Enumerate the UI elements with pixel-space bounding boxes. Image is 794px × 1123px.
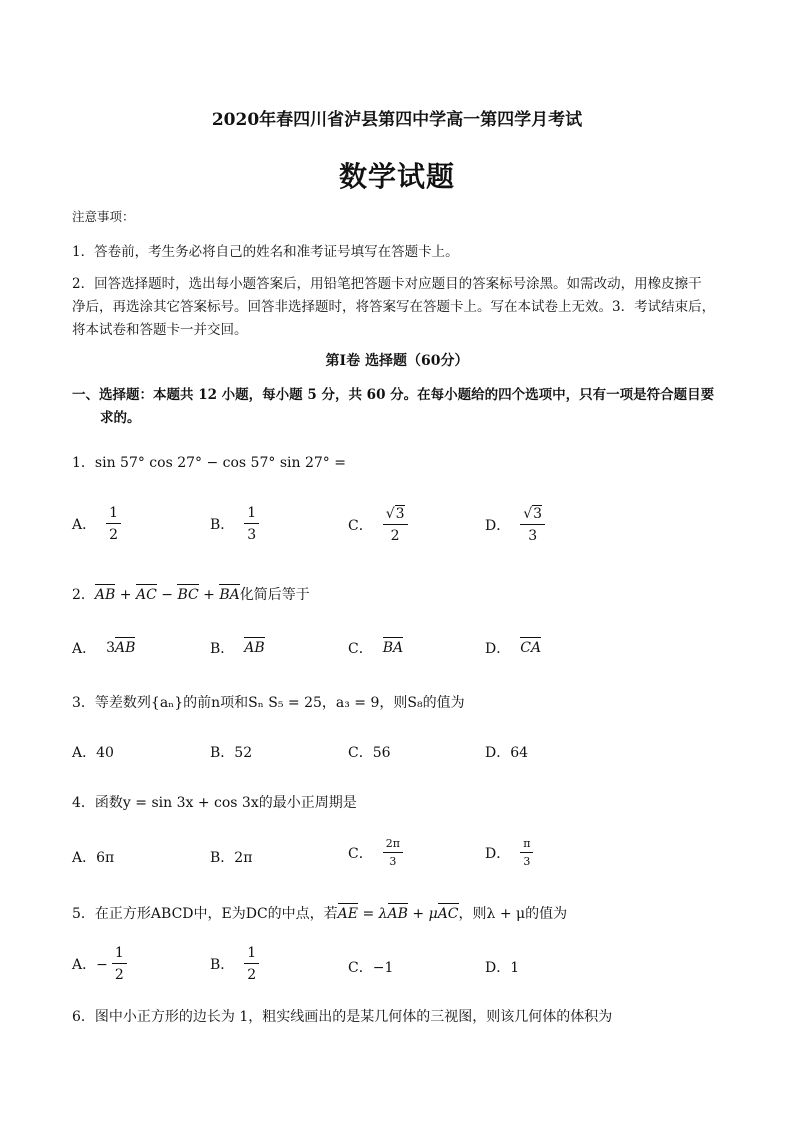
q4-option-a: A．6π: [72, 850, 115, 866]
q5-option-b: [210, 945, 259, 983]
vector: AB: [115, 640, 136, 656]
fraction-numerator: 2π: [383, 838, 403, 853]
vector: AB: [244, 640, 265, 656]
stem-tail: 化简后等于: [239, 587, 310, 603]
option-label: B．: [210, 641, 235, 657]
question-number: 2．: [72, 587, 95, 603]
option-label: C．: [348, 517, 373, 534]
option-label: D．: [485, 641, 511, 657]
q5-stem: 5．在正方形ABCD中，E为DC的中点，若AE = λAB + μAC，则λ + μ的值为: [72, 906, 568, 922]
option-label: A．: [72, 641, 97, 657]
vector: BA: [219, 587, 240, 603]
q3-option-a: A．40: [72, 745, 114, 761]
vector: BC: [177, 587, 199, 603]
exam-title: 2020年春四川省泸县第四中学高一第四学月考试: [211, 110, 583, 130]
q1-option-d: [485, 505, 545, 544]
notes-heading: 注意事项：: [72, 209, 135, 224]
fraction-numerator: √3: [383, 505, 408, 525]
fraction-denominator: 2: [390, 528, 400, 544]
part1-heading: 第Ⅰ卷 选择题（60分）: [325, 353, 469, 369]
fraction-numerator: 1: [112, 945, 127, 964]
option-label: A．−: [72, 957, 108, 973]
note-item-2-line-2: 净后，再选涂其它答案标号。回答非选择题时，将答案写在答题卡上。写在本试卷上无效。3．考试结束后，: [72, 299, 716, 315]
q2-option-b: [210, 638, 265, 658]
radicand: 3: [533, 506, 543, 522]
q3-option-b: B．52: [210, 745, 253, 761]
option-label: C．: [348, 641, 373, 657]
vector: BA: [382, 640, 404, 656]
vector: AC: [135, 587, 157, 603]
q4-option-b: B．2π: [210, 850, 253, 866]
option-label: B．: [210, 957, 235, 973]
fraction-denominator: 2: [109, 527, 119, 543]
q5-option-a: [72, 945, 127, 983]
vector: AB: [387, 906, 408, 922]
coefficient: 3: [106, 640, 116, 656]
vector: AB: [94, 587, 116, 603]
option-label: B．: [210, 517, 235, 533]
option-label: D．: [485, 846, 511, 862]
q2-option-c: [348, 638, 403, 658]
q1-option-a: [72, 505, 121, 543]
stem-prefix: 5．在正方形ABCD中，E为DC的中点，若: [72, 906, 338, 922]
fraction-numerator: π: [520, 838, 533, 853]
fraction-denominator: 3: [523, 855, 531, 868]
q2-option-a: [72, 638, 135, 658]
vector: AC: [437, 906, 459, 922]
note-item-2-line-1: 2．回答选择题时，选出每小题答案后，用铅笔把答题卡对应题目的答案标号涂黑。如需改动，用橡皮擦干: [72, 276, 702, 292]
fraction-denominator: 2: [247, 967, 257, 983]
note-item-2-line-3: 将本试卷和答题卡一并交回。: [72, 322, 248, 338]
q4-stem: 4．函数y = sin 3x + cos 3x的最小正周期是: [72, 795, 357, 811]
q3-stem: 3．等差数列{aₙ}的前n项和Sₙ S₅ = 25，a₃ = 9，则S₈的值为: [72, 695, 465, 711]
fraction-numerator: 1: [244, 945, 259, 964]
vector: CA: [520, 640, 542, 656]
fraction-denominator: 3: [528, 528, 538, 544]
option-label: A．: [72, 517, 97, 533]
radicand: 3: [395, 506, 405, 522]
vector: AE: [337, 906, 359, 922]
option-label: C．: [348, 846, 373, 862]
fraction-numerator: √3: [520, 505, 545, 525]
q1-option-c: [348, 505, 408, 544]
q4-option-c: [348, 838, 403, 868]
fraction-denominator: 3: [389, 855, 397, 868]
stem-suffix: ，则λ + μ的值为: [458, 906, 568, 922]
note-item-1: 1．答卷前，考生务必将自己的姓名和准考证号填写在答题卡上。: [72, 244, 459, 260]
fraction-denominator: 3: [247, 527, 257, 543]
part1-instruction-line-1: 一、选择题：本题共 12 小题，每小题 5 分，共 60 分。在每小题给的四个选项中，只有一项是符合题目要: [72, 387, 715, 403]
q4-option-d: [485, 838, 533, 868]
q2-stem: 2．AB + AC − BC + BA化简后等于: [72, 587, 310, 603]
q5-option-d: D．1: [485, 960, 520, 976]
q1-option-b: [210, 505, 259, 543]
fraction-numerator: 1: [106, 505, 121, 524]
fraction-denominator: 2: [114, 967, 124, 983]
q6-stem: 6．图中小正方形的边长为 1，粗实线画出的是某几何体的三视图，则该几何体的体积为: [72, 1009, 613, 1025]
option-label: D．: [485, 517, 511, 534]
fraction-numerator: 1: [244, 505, 259, 524]
q3-option-d: D．64: [485, 745, 529, 761]
part1-instruction-line-2: 求的。: [100, 410, 141, 426]
q2-option-d: [485, 638, 541, 658]
q1-stem: 1．sin 57° cos 27° − cos 57° sin 27° =: [72, 455, 346, 471]
subject-title: 数学试题: [338, 160, 455, 193]
q3-option-c: C．56: [348, 745, 391, 761]
q5-option-c: C．−1: [348, 960, 394, 976]
